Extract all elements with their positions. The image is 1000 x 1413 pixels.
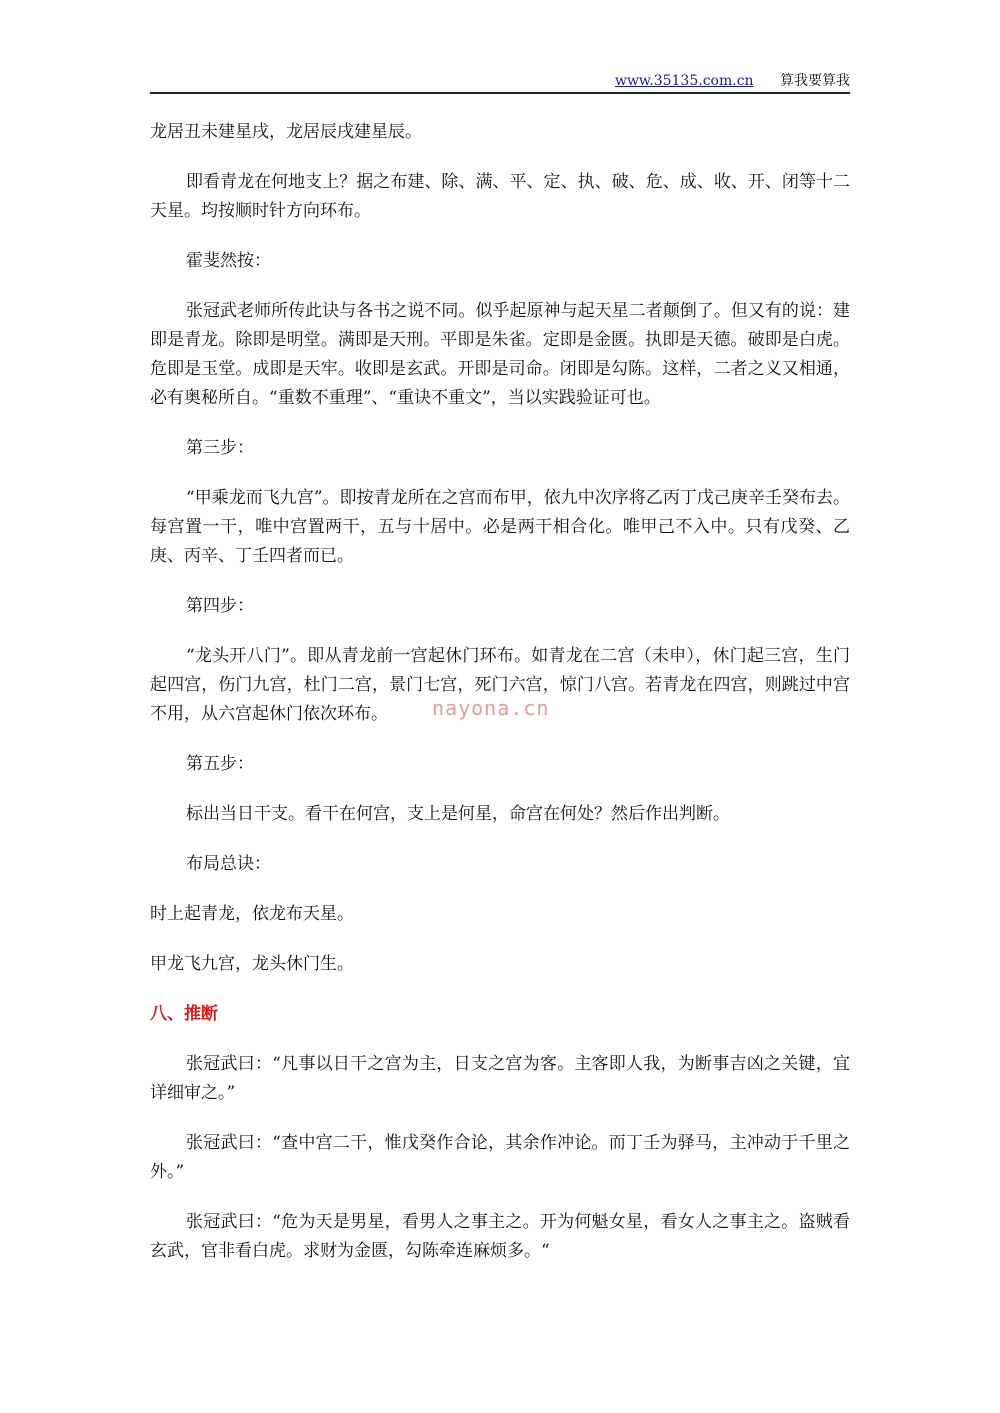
site-brand: 算我要算我 bbox=[780, 73, 850, 89]
quote-2: 张冠武曰：“查中宫二干，惟戊癸作合论，其余作冲论。而丁壬为驿马，主冲动于千里之外。” bbox=[150, 1133, 850, 1182]
verse-line-1: 时上起青龙，依龙布天星。 bbox=[150, 904, 354, 924]
site-link[interactable]: www.35135.com.cn bbox=[614, 73, 754, 89]
quote-1: 张冠武曰：“凡事以日干之宫为主，日支之宫为客。主客即人我，为断事吉凶之关键，宜详细审之。” bbox=[150, 1054, 850, 1103]
step-three-label: 第三步： bbox=[186, 438, 254, 458]
step-five-label: 第五步： bbox=[186, 754, 254, 774]
watermark: nayona.cn bbox=[432, 696, 550, 720]
section-heading: 八、推断 bbox=[150, 1004, 218, 1024]
paragraph-6: “甲乘龙而飞九宫”。即按青龙所在之宫而布甲，依九中次序将乙丙丁戊己庚辛壬癸布去。每宫置一干，唯中宫置两干，五与十居中。必是两干相合化。唯甲己不入中。只有戊癸、乙庚、丙辛、丁壬四者而已。 bbox=[150, 488, 850, 566]
verse-line-2: 甲龙飞九宫，龙头休门生。 bbox=[150, 954, 354, 974]
paragraph-8: “龙头开八门”。即从青龙前一宫起休门环布。如青龙在二宫（未申），休门起三宫，生门起四宫，伤门九宫，杜门二宫，景门七宫，死门六宫，惊门八宫。若青龙在四宫，则跳过中宫不用，从六宫起休门依次环布。 bbox=[150, 646, 850, 724]
paragraph-3: 霍斐然按： bbox=[186, 251, 271, 271]
header-divider bbox=[150, 92, 850, 94]
paragraph-4: 张冠武老师所传此诀与各书之说不同。似乎起原神与起天星二者颠倒了。但又有的说：建即是青龙。除即是明堂。满即是天刑。平即是朱雀。定即是金匮。执即是天德。破即是白虎。危即是玉堂。成即是天牢。收即是玄武。开即是司命。闭即是勾陈。这样，二者之义又相通，必有奥秘所自。“重数不重理”、“重诀不重文”，当以实践验证可也。 bbox=[150, 301, 850, 408]
layout-summary-label: 布局总诀： bbox=[186, 854, 271, 874]
step-four-label: 第四步： bbox=[186, 596, 254, 616]
paragraph-2: 即看青龙在何地支上？据之布建、除、满、平、定、执、破、危、成、收、开、闭等十二天星。均按顺时针方向环布。 bbox=[150, 172, 850, 221]
paragraph-1: 龙居丑未建星戌，龙居辰戌建星辰。 bbox=[150, 122, 422, 142]
paragraph-10: 标出当日干支。看干在何宫，支上是何星，命宫在何处？然后作出判断。 bbox=[186, 804, 730, 824]
page-header bbox=[150, 70, 850, 92]
quote-3: 张冠武曰：“危为天是男星，看男人之事主之。开为何魁女星，看女人之事主之。盗贼看玄武，官非看白虎。求财为金匮，勾陈牵连麻烦多。“ bbox=[150, 1212, 850, 1261]
